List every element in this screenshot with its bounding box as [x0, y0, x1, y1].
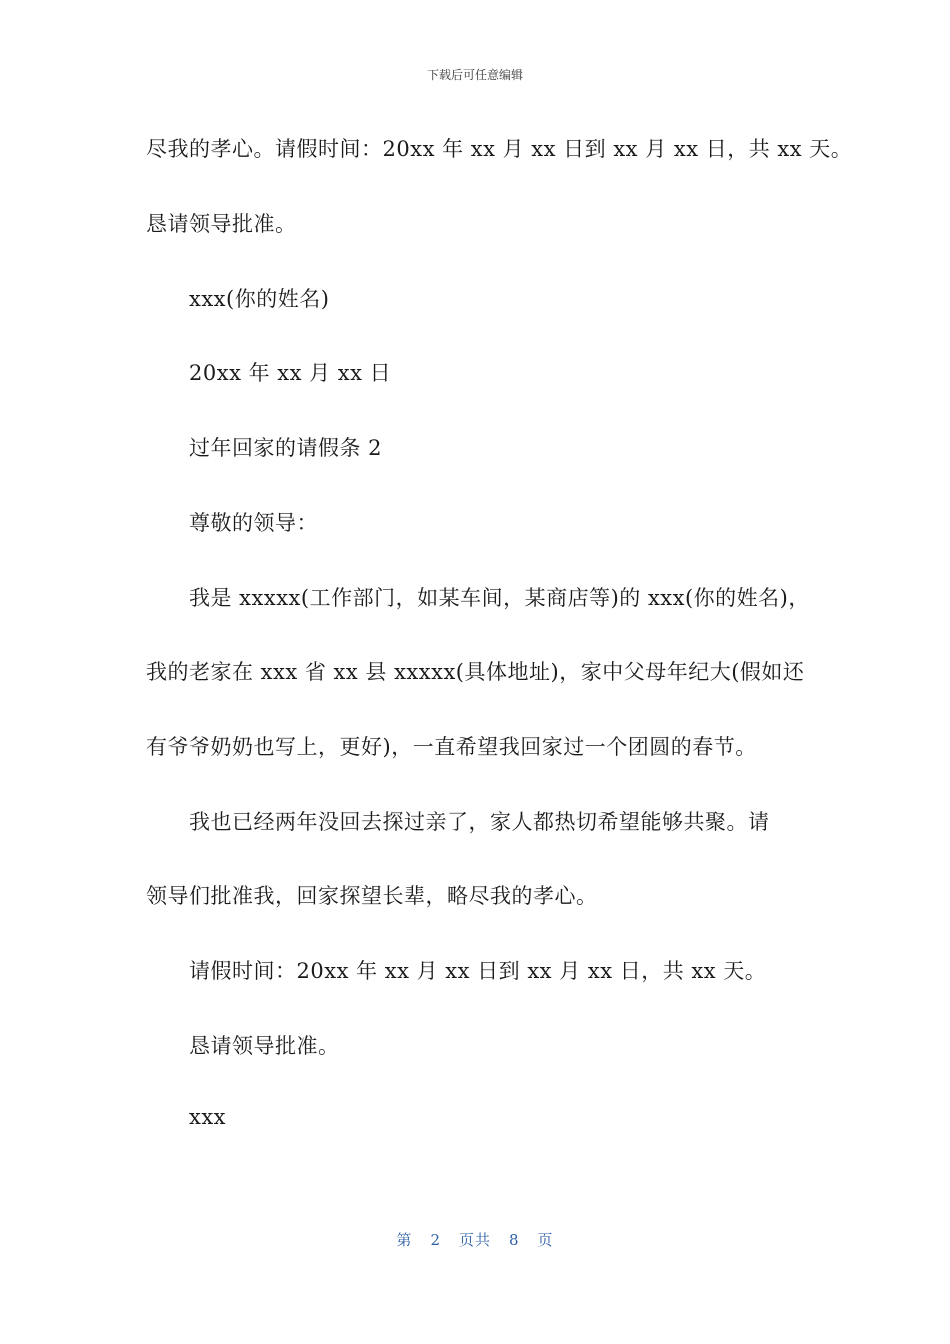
section-heading: 过年回家的请假条 2	[189, 436, 383, 460]
closing-signature: xxx	[189, 1105, 227, 1129]
salutation: 尊敬的领导：	[189, 511, 318, 535]
footer-total-pages: 8	[509, 1231, 520, 1249]
approval-request-line: 恳请领导批准。	[189, 1034, 340, 1058]
page-footer	[0, 1229, 950, 1250]
body-line-8: 我的老家在 xxx 省 xx 县 xxxxx(具体地址)，家中父母年纪大(假如还	[146, 660, 805, 684]
body-line-10: 我也已经两年没回去探过亲了，家人都热切希望能够共聚。请	[189, 810, 770, 834]
footer-middle: 页共	[458, 1231, 491, 1249]
footer-prefix: 第	[396, 1231, 413, 1249]
body-line-1: 尽我的孝心。请假时间：20xx 年 xx 月 xx 日到 xx 月 xx 日，共 xx 天。	[146, 137, 853, 161]
footer-suffix: 页	[537, 1231, 554, 1249]
leave-period-line: 请假时间：20xx 年 xx 月 xx 日到 xx 月 xx 日，共 xx 天。	[189, 959, 767, 983]
body-line-2: 恳请领导批准。	[146, 212, 297, 236]
signature-name: xxx(你的姓名)	[189, 287, 330, 311]
signature-date: 20xx 年 xx 月 xx 日	[189, 361, 392, 385]
body-line-11: 领导们批准我，回家探望长辈，略尽我的孝心。	[146, 884, 598, 908]
body-line-9: 有爷爷奶奶也写上，更好)，一直希望我回家过一个团圆的春节。	[146, 735, 757, 759]
page-header-note: 下载后可任意编辑	[426, 68, 523, 82]
body-line-7: 我是 xxxxx(工作部门，如某车间，某商店等)的 xxx(你的姓名)，	[189, 586, 810, 610]
footer-current-page: 2	[430, 1231, 441, 1249]
